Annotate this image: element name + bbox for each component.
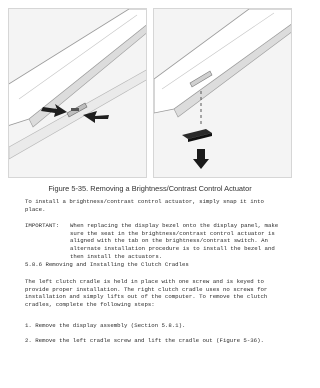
figure-caption: Figure 5-35. Removing a Brightness/Contrast Control Actuator: [48, 184, 252, 193]
step-2: 2. Remove the left cradle screw and lift the cradle out (Figure 5-36).: [25, 337, 264, 344]
figure: [8, 8, 292, 178]
important-text: When replacing the display bezel onto the display panel, make sure the seat in the brightness/contrast control actuator is aligned with the tab on the brightness/contrast switch. An alternate installation procedure is to install the bezel and then install the actuators.: [70, 222, 282, 260]
important-note: [25, 222, 287, 261]
figure-panel-right: [153, 8, 292, 178]
section-heading: 5.8.6 Removing and Installing the Clutch Cradles: [25, 261, 189, 268]
figure-panel-left: [8, 8, 147, 178]
important-label: IMPORTANT:: [25, 222, 60, 229]
step-1: 1. Remove the display assembly (Section 5.8.1).: [25, 322, 186, 329]
body-paragraph: The left clutch cradle is held in place with one screw and is keyed to provide proper installation. The right clutch cradle uses no screws for installation and simply lifts out of the computer. To remove the clutch cradles, complete the following steps:: [25, 278, 271, 309]
intro-paragraph: To install a brightness/contrast control actuator, simply snap it into place.: [25, 198, 268, 213]
bezel-actuator-illustration: [9, 9, 147, 178]
actuator-removed-illustration: [154, 9, 292, 178]
